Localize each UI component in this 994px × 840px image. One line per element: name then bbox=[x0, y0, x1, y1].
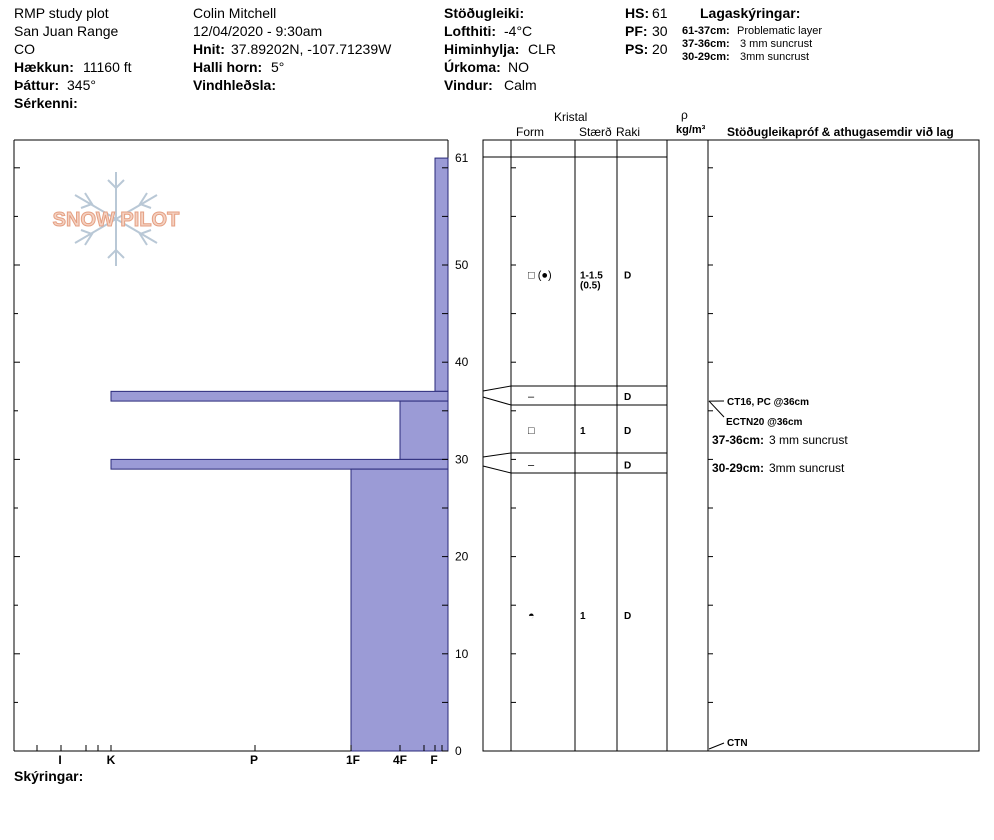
hardness-bar bbox=[400, 401, 448, 459]
precip-label: Úrkoma: bbox=[444, 59, 501, 75]
table-ticks bbox=[511, 168, 713, 703]
pf-value: 30 bbox=[652, 23, 668, 39]
coords-value: 37.89202N, -107.71239W bbox=[231, 41, 392, 57]
test-label: ECTN20 @36cm bbox=[726, 417, 803, 428]
pf-label: PF: bbox=[625, 23, 648, 39]
layer-form: ◓ bbox=[528, 609, 535, 622]
hardness-bar bbox=[111, 391, 448, 401]
elevation-value: 11160 ft bbox=[83, 59, 132, 75]
layer-note-text: 3 mm suncrust bbox=[740, 38, 813, 50]
wind-value: Calm bbox=[504, 77, 537, 93]
layer-form: □ bbox=[528, 425, 535, 438]
comment-text: 3 mm suncrust bbox=[769, 433, 848, 447]
observer: Colin Mitchell bbox=[193, 5, 277, 21]
test-arrow bbox=[709, 401, 724, 417]
comment-text: 3mm suncrust bbox=[769, 461, 845, 475]
wind-label: Vindur: bbox=[444, 77, 493, 93]
moisture-header: Raki bbox=[616, 125, 641, 139]
layers-title: Lagaskýringar: bbox=[700, 5, 801, 21]
depth-tick-label: 0 bbox=[455, 744, 462, 758]
depth-tick-label: 61 bbox=[455, 151, 469, 166]
aspect-value: 345° bbox=[67, 77, 96, 93]
slope-value: 5° bbox=[271, 59, 285, 75]
layer-note-range: 61-37cm: bbox=[682, 25, 730, 37]
layer-size-secondary: (0.5) bbox=[580, 280, 601, 292]
test-label: CTN bbox=[727, 738, 748, 749]
airtemp-label: Lofthiti: bbox=[444, 23, 497, 39]
layer-rows bbox=[528, 270, 631, 622]
density-symbol: ρ bbox=[681, 108, 688, 122]
hardness-tick-label: I bbox=[58, 753, 62, 767]
comment-range: 37-36cm: bbox=[712, 433, 765, 447]
stability-tests bbox=[709, 397, 848, 749]
crystal-header: Kristal bbox=[554, 110, 588, 124]
layer-moisture: D bbox=[624, 392, 632, 404]
depth-tick-label: 30 bbox=[455, 452, 469, 467]
legend-label: Skýringar: bbox=[14, 768, 84, 784]
depth-tick-label: 20 bbox=[455, 549, 469, 564]
location: RMP study plot bbox=[14, 5, 109, 21]
layer-note-text: Problematic layer bbox=[737, 25, 822, 37]
layer-note-range: 30-29cm: bbox=[682, 51, 730, 63]
layer-size: 1-1.5 bbox=[580, 270, 603, 282]
hardness-graph bbox=[14, 140, 469, 767]
hardness-bar bbox=[111, 459, 448, 469]
sky-value: CLR bbox=[528, 41, 557, 57]
layer-moisture: D bbox=[624, 460, 632, 472]
depth-tick-label: 40 bbox=[455, 355, 469, 370]
precip-value: NO bbox=[508, 59, 529, 75]
layer-size: 1 bbox=[580, 610, 586, 622]
layer-form: □ (●) bbox=[528, 269, 552, 282]
size-header: Stærð bbox=[579, 125, 612, 139]
snow-pilot-logo bbox=[53, 172, 180, 266]
range: San Juan Range bbox=[14, 23, 119, 39]
slope-label: Halli horn: bbox=[193, 59, 263, 75]
features-label: Sérkenni: bbox=[14, 95, 78, 111]
state: CO bbox=[14, 41, 35, 57]
layer-table bbox=[483, 140, 979, 751]
hardness-tick-label: 1F bbox=[345, 753, 361, 767]
layer-note-range: 37-36cm: bbox=[682, 38, 730, 50]
test-label: CT16, PC @36cm bbox=[727, 397, 810, 408]
layer-form: – bbox=[528, 391, 535, 404]
wind-loading-label: Vindhleðsla: bbox=[193, 77, 276, 93]
sky-label: Himinhylja: bbox=[444, 41, 520, 57]
test-arrow bbox=[709, 743, 724, 749]
density-unit: kg/m³ bbox=[676, 124, 706, 136]
hardness-tick-label: K bbox=[106, 753, 116, 767]
hardness-tick-label: F bbox=[430, 753, 438, 767]
left-ticks bbox=[14, 168, 20, 751]
stability-label: Stöðugleiki: bbox=[444, 5, 525, 21]
hardness-tick-label: 4F bbox=[392, 753, 408, 767]
form-header: Form bbox=[516, 125, 544, 139]
logo-text: SNOW PILOT bbox=[52, 209, 180, 231]
layer-form: – bbox=[528, 459, 535, 472]
airtemp-value: -4°C bbox=[504, 23, 533, 39]
layer-moisture: D bbox=[624, 270, 632, 282]
comment-range: 30-29cm: bbox=[712, 461, 765, 475]
layer-note-text: 3mm suncrust bbox=[740, 51, 810, 63]
ps-label: PS: bbox=[625, 41, 649, 57]
depth-tick-label: 10 bbox=[455, 646, 469, 661]
hardness-bars bbox=[111, 158, 448, 751]
ps-value: 20 bbox=[652, 41, 668, 57]
layer-moisture: D bbox=[624, 610, 632, 622]
depth-tick-label: 50 bbox=[455, 258, 469, 272]
coords-label: Hnit: bbox=[193, 41, 225, 57]
datetime: 12/04/2020 - 9:30am bbox=[193, 23, 323, 39]
elevation-label: Hækkun: bbox=[14, 59, 74, 75]
layer-size: 1 bbox=[580, 426, 586, 438]
hardness-tick-label: P bbox=[249, 753, 259, 767]
hs-label: HS: bbox=[625, 5, 650, 21]
layer-moisture: D bbox=[624, 426, 632, 438]
hardness-bar bbox=[351, 469, 448, 751]
tests-title: Stöðugleikapróf & athugasemdir við lag bbox=[727, 125, 954, 139]
hardness-bar bbox=[435, 158, 448, 391]
aspect-label: Þáttur: bbox=[14, 77, 60, 93]
hs-value: 61 bbox=[652, 5, 668, 21]
